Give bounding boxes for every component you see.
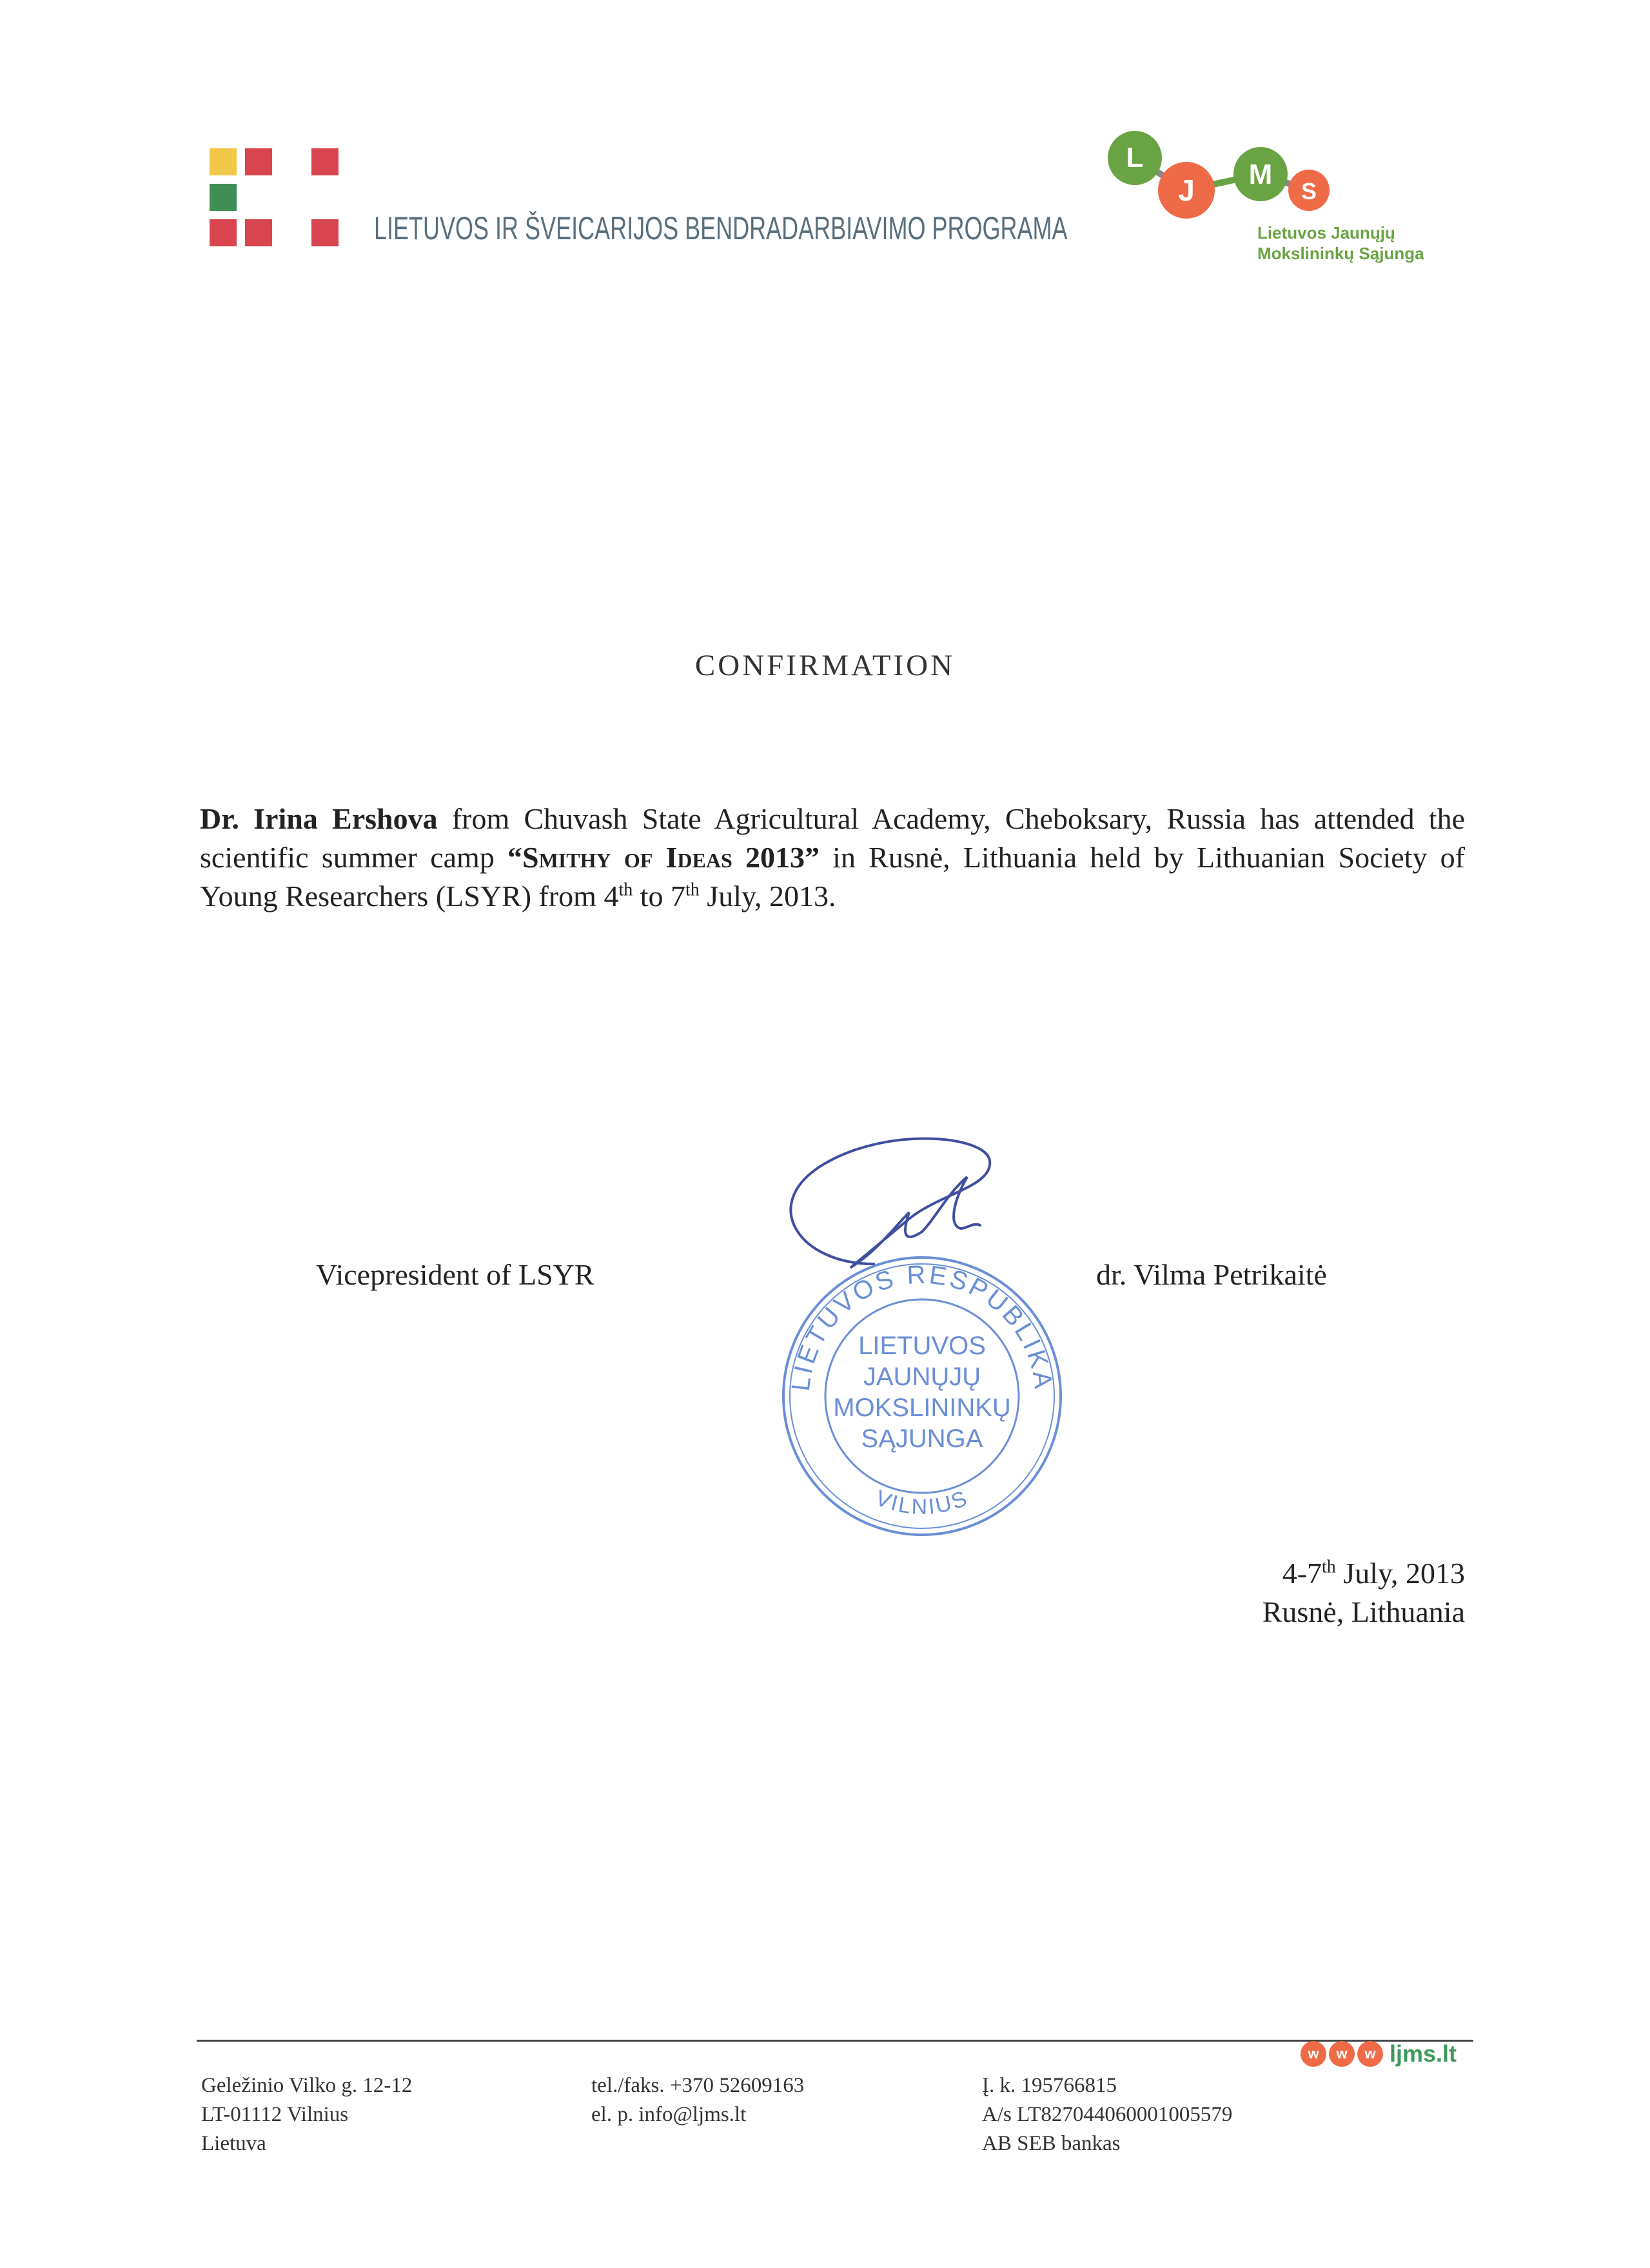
body-text-segment: July, 2013. [699, 880, 836, 912]
date-block [1262, 1554, 1465, 1632]
logo-square-red [311, 148, 339, 175]
body-text-segment: to 7 [633, 880, 686, 912]
event-date [1262, 1554, 1465, 1593]
ljms-logo [1103, 126, 1489, 274]
event-place: Rusnė, Lithuania [1262, 1595, 1465, 1628]
ordinal-suffix: th [1322, 1557, 1336, 1577]
ordinal-suffix: th [685, 880, 700, 900]
ordinal-suffix: th [618, 880, 633, 900]
footer-email[interactable]: el. p. info@ljms.lt [591, 2103, 747, 2126]
logo-square-red [245, 219, 272, 246]
signatory-name: dr. Vilma Petrikaitė [1096, 1258, 1327, 1291]
recipient-name: Dr. Irina Ershova [200, 802, 438, 835]
event-name: “Smithy of Ideas 2013” [507, 841, 820, 874]
footer-line: Lietuva [201, 2132, 266, 2155]
program-title: LIETUVOS IR ŠVEICARIJOS BENDRADARBIAVIMO PROGRAMA [374, 210, 1068, 246]
logo-square-red [210, 219, 237, 246]
footer-line: Į. k. 195766815 [982, 2074, 1117, 2097]
footer-contact [591, 2071, 804, 2129]
ljms-letter-l: L [1126, 142, 1144, 173]
footer-divider [197, 2040, 1473, 2042]
svg-text:w: w [1308, 2046, 1319, 2062]
ljms-molecule-icon [1103, 126, 1489, 229]
footer-line: AB SEB bankas [982, 2132, 1121, 2155]
svg-text:w: w [1364, 2046, 1376, 2062]
stamp-line: MOKSLININKŲ [833, 1394, 1011, 1422]
stamp-top-text: LIETUVOS RESPUBLIKA [786, 1260, 1058, 1393]
svg-text:VILNIUS [872, 1486, 972, 1519]
footer-bank [982, 2071, 1232, 2158]
ljms-name-line: Lietuvos Jaunųjų [1257, 223, 1395, 242]
logo-square-yellow [210, 148, 237, 175]
stamp-line: SĄJUNGA [861, 1425, 983, 1453]
body-text-segment: from Chuvash State Agricultural Academy, Cheboksary, Russia has attended the scientific summer camp [200, 802, 1465, 874]
website-domain[interactable]: ljms.lt [1390, 2040, 1457, 2067]
ljms-name [1257, 222, 1424, 264]
footer-line: Geležinio Vilko g. 12-12 [201, 2074, 413, 2097]
www-icon [1299, 2039, 1386, 2069]
footer-phone: tel./faks. +370 52609163 [591, 2074, 805, 2097]
signature-stamp [774, 1116, 1083, 1541]
ljms-name-line: Mokslininkų Sąjunga [1257, 244, 1424, 263]
stamp-line: LIETUVOS [858, 1332, 986, 1360]
stamp-bottom-text: VILNIUS [872, 1485, 972, 1520]
ljms-letter-m: M [1248, 159, 1273, 190]
footer-address [201, 2071, 412, 2158]
footer-line: LT-01112 Vilnius [201, 2103, 349, 2126]
svg-text:w: w [1336, 2046, 1348, 2062]
logo-square-red [311, 219, 339, 246]
stamp-line: JAUNŲJŲ [863, 1363, 981, 1391]
footer-website[interactable] [1299, 2039, 1457, 2069]
body-text-segment: in Rusnė, Lithuania held by Lithuanian Society of Young Researchers (LSYR) from 4 [200, 841, 1465, 912]
ljms-letter-j: J [1178, 173, 1195, 207]
program-logo [210, 148, 1068, 251]
date-prefix: 4-7 [1282, 1557, 1322, 1590]
logo-square-red [245, 148, 272, 175]
handwritten-signature [791, 1139, 990, 1267]
signatory-role: Vicepresident of LSYR [316, 1258, 594, 1291]
ljms-letter-s: S [1301, 178, 1317, 204]
body-paragraph [200, 800, 1465, 916]
document-title: CONFIRMATION [694, 649, 956, 682]
logo-square-green [210, 184, 237, 211]
date-suffix: July, 2013 [1335, 1557, 1465, 1590]
footer-line: A/s LT827044060001005579 [982, 2103, 1233, 2126]
